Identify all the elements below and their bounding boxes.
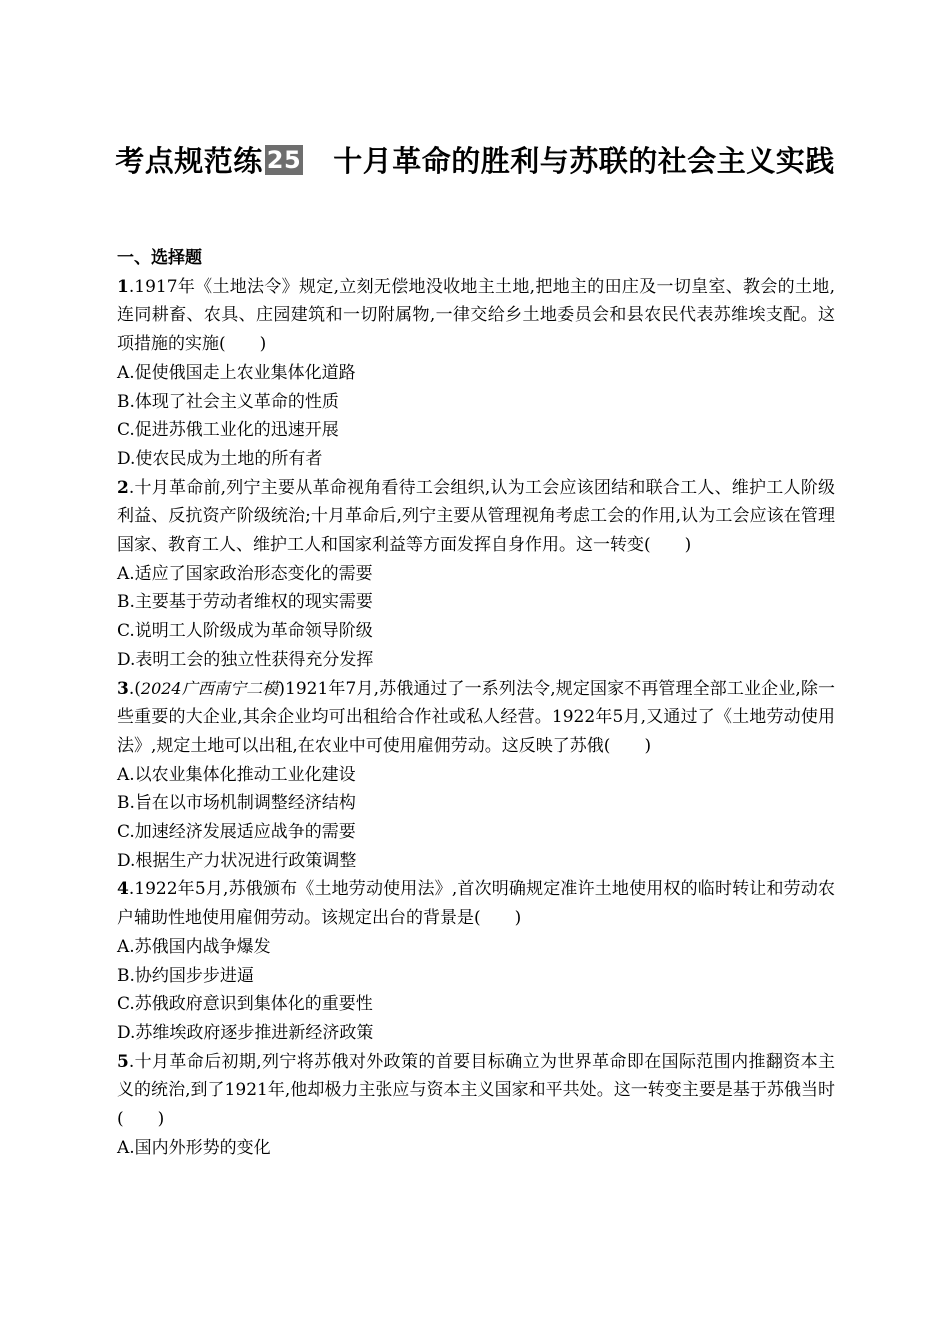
- question-number: 5: [117, 1051, 129, 1072]
- question-source: 2024广西南宁二模: [140, 678, 279, 698]
- option-3-b[interactable]: B.旨在以市场机制调整经济结构: [117, 793, 356, 814]
- option-4-c[interactable]: C.苏俄政府意识到集体化的重要性: [117, 994, 373, 1015]
- question-stem-2: [117, 474, 835, 560]
- option-1-b[interactable]: B.体现了社会主义革命的性质: [117, 391, 339, 412]
- option-4-a[interactable]: A.苏俄国内战争爆发: [117, 936, 271, 957]
- question-number: 4: [117, 879, 129, 900]
- question-number: 1: [117, 276, 129, 297]
- question-text: .1922年5月,苏俄颁布《土地劳动使用法》,首次明确规定准许土地使用权的临时转让和劳动农户辅助性地使用雇佣劳动。该规定出台的背景是( ): [117, 879, 835, 929]
- question-stem-5: [117, 1048, 835, 1134]
- option-1-d[interactable]: D.使农民成为土地的所有者: [117, 448, 323, 469]
- question-text: .1917年《土地法令》规定,立刻无偿地没收地主土地,把地主的田庄及一切皇室、教会的土地,连同耕畜、农具、庄园建筑和一切附属物,一律交给乡土地委员会和县农民代表苏维埃支配。这项措施的实施( ): [117, 276, 835, 355]
- option-4-b[interactable]: B.协约国步步进逼: [117, 965, 254, 986]
- option-1-a[interactable]: A.促使俄国走上农业集体化道路: [117, 362, 356, 383]
- question-stem-4: [117, 875, 835, 932]
- question-text: .十月革命后初期,列宁将苏俄对外政策的首要目标确立为世界革命即在国际范围内推翻资本主义的统治,到了1921年,他却极力主张应与资本主义国家和平共处。这一转变主要是基于苏俄当时( ): [117, 1051, 835, 1130]
- title-main: 十月革命的胜利与苏联的社会主义实践: [333, 144, 835, 178]
- question-prefix: .(: [128, 678, 141, 699]
- option-3-c[interactable]: C.加速经济发展适应战争的需要: [117, 822, 356, 843]
- option-2-a[interactable]: A.适应了国家政治形态变化的需要: [117, 563, 373, 584]
- option-1-c[interactable]: C.促进苏俄工业化的迅速开展: [117, 420, 339, 441]
- question-list: [117, 244, 835, 1163]
- section-heading: 一、选择题: [117, 248, 202, 268]
- question-number: 2: [117, 477, 129, 498]
- title-prefix: 考点规范练: [115, 144, 263, 178]
- option-3-d[interactable]: D.根据生产力状况进行政策调整: [117, 850, 357, 871]
- option-2-b[interactable]: B.主要基于劳动者维权的现实需要: [117, 592, 373, 613]
- question-stem-1: [117, 273, 835, 359]
- question-text: )1921年7月,苏俄通过了一系列法令,规定国家不再管理全部工业企业,除一些重要的大企业,其余企业均可出租给合作社或私人经营。1922年5月,又通过了《土地劳动使用法》,规定土地可以出租,在农业中可使用雇佣劳动。这反映了苏俄( ): [117, 678, 835, 756]
- question-stem-3: [117, 675, 835, 761]
- option-4-d[interactable]: D.苏维埃政府逐步推进新经济政策: [117, 1022, 374, 1043]
- option-2-c[interactable]: C.说明工人阶级成为革命领导阶级: [117, 621, 373, 642]
- option-3-a[interactable]: A.以农业集体化推动工业化建设: [117, 764, 356, 785]
- question-number: 3: [117, 678, 129, 699]
- question-text: .十月革命前,列宁主要从革命视角看待工会组织,认为工会应该团结和联合工人、维护工人阶级利益、反抗资产阶级统治;十月革命后,列宁主要从管理视角考虑工会的作用,认为工会应该在管理国家、教育工人、维护工人和国家利益等方面发挥自身作用。这一转变( ): [117, 477, 835, 556]
- lesson-number-badge: 25: [266, 146, 302, 174]
- option-5-a[interactable]: A.国内外形势的变化: [117, 1137, 271, 1158]
- option-2-d[interactable]: D.表明工会的独立性获得充分发挥: [117, 649, 374, 670]
- page-title: [110, 132, 840, 190]
